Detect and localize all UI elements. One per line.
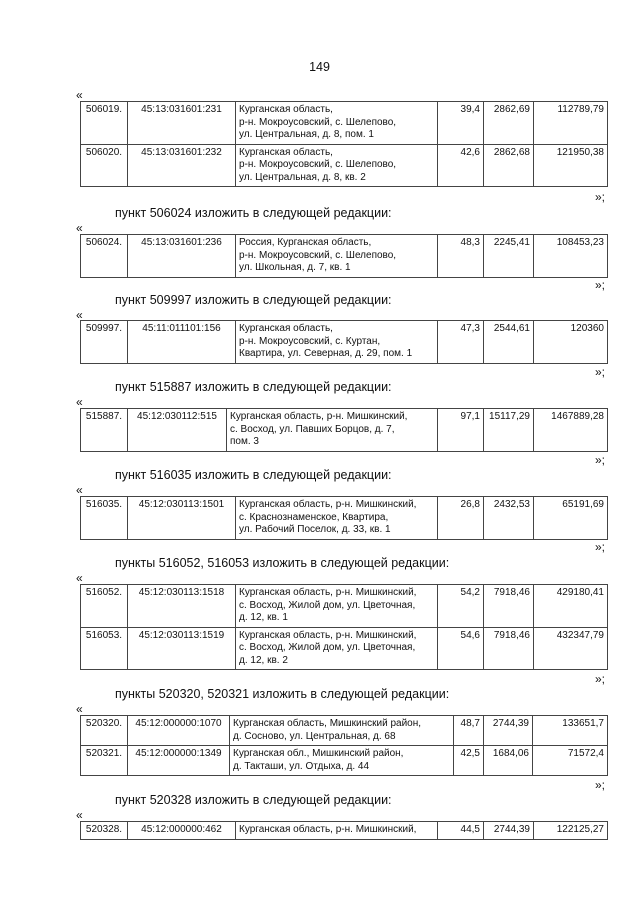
address bbox=[236, 822, 438, 840]
address-line: ул. Центральная, д. 8, кв. 2 bbox=[239, 171, 366, 183]
item-number: 516053. bbox=[81, 627, 128, 670]
address-line: р-н. Мокроусовский, с. Шелепово, bbox=[239, 249, 397, 261]
close-quote: »; bbox=[594, 540, 605, 554]
cadastral-number: 45:13:031601:232 bbox=[128, 144, 236, 187]
close-quote: »; bbox=[594, 672, 605, 686]
open-quote: « bbox=[76, 221, 83, 235]
unit-value: 15117,29 bbox=[484, 409, 534, 452]
table-row bbox=[81, 409, 608, 452]
address-line: с. Восход, Жилой дом, ул. Цветочная, bbox=[239, 599, 416, 611]
address bbox=[236, 627, 438, 670]
unit-value: 2245,41 bbox=[484, 235, 534, 278]
cadastral-number: 45:12:030113:1518 bbox=[128, 585, 236, 628]
area: 44,5 bbox=[438, 822, 484, 840]
area: 48,7 bbox=[454, 716, 484, 746]
address bbox=[236, 102, 438, 145]
area: 54,6 bbox=[438, 627, 484, 670]
address bbox=[227, 409, 438, 452]
cadastral-value: 71572,4 bbox=[533, 746, 608, 776]
area: 42,5 bbox=[454, 746, 484, 776]
area: 42,6 bbox=[438, 144, 484, 187]
address-line: р-н. Мокроусовский, с. Шелепово, bbox=[239, 159, 397, 170]
address bbox=[236, 585, 438, 628]
section-intro: пункт 509997 изложить в следующей редакции: bbox=[115, 293, 392, 307]
property-table bbox=[80, 101, 608, 187]
cadastral-value: 65191,69 bbox=[534, 497, 608, 540]
section-intro: пункты 520320, 520321 изложить в следующей редакции: bbox=[115, 687, 450, 701]
cadastral-value: 432347,79 bbox=[534, 627, 608, 670]
cadastral-number: 45:12:030112:515 bbox=[128, 409, 227, 452]
unit-value: 2544,61 bbox=[484, 321, 534, 364]
property-table bbox=[80, 584, 608, 670]
unit-value: 2744,39 bbox=[484, 822, 534, 840]
address-line: ул. Центральная, д. 8, пом. 1 bbox=[239, 129, 374, 140]
item-number: 516035. bbox=[81, 497, 128, 540]
address-line: ул. Школьная, д. 7, кв. 1 bbox=[239, 262, 351, 273]
address-line: Курганская область, bbox=[239, 104, 333, 115]
table-row bbox=[81, 627, 608, 670]
area: 54,2 bbox=[438, 585, 484, 628]
table-row bbox=[81, 144, 608, 187]
unit-value: 7918,46 bbox=[484, 627, 534, 670]
item-number: 506020. bbox=[81, 144, 128, 187]
property-table bbox=[80, 320, 608, 364]
open-quote: « bbox=[76, 808, 83, 822]
cadastral-number: 45:13:031601:231 bbox=[128, 102, 236, 145]
open-quote: « bbox=[76, 88, 83, 102]
table-row bbox=[81, 585, 608, 628]
cadastral-value: 108453,23 bbox=[534, 235, 608, 278]
open-quote: « bbox=[76, 483, 83, 497]
address-line: р-н. Мокроусовский, с. Шелепово, bbox=[239, 116, 397, 128]
close-quote: »; bbox=[594, 365, 605, 379]
area: 47,3 bbox=[438, 321, 484, 364]
cadastral-value: 120360 bbox=[534, 321, 608, 364]
address-line: Курганская область, р-н. Мишкинский, bbox=[230, 411, 408, 422]
address-line: д. 12, кв. 1 bbox=[239, 612, 288, 623]
address-line: Курганская область, Мишкинский район, bbox=[233, 718, 422, 729]
cadastral-number: 45:12:030113:1501 bbox=[128, 497, 236, 540]
cadastral-value: 122125,27 bbox=[534, 822, 608, 840]
property-table bbox=[80, 715, 608, 776]
table-row bbox=[81, 102, 608, 145]
address-line: Курганская область, bbox=[239, 146, 333, 158]
cadastral-number: 45:12:000000:1349 bbox=[128, 746, 230, 776]
item-number: 520328. bbox=[81, 822, 128, 840]
item-number: 515887. bbox=[81, 409, 128, 452]
property-table bbox=[80, 234, 608, 278]
table-row bbox=[81, 716, 608, 746]
close-quote: »; bbox=[594, 453, 605, 467]
address bbox=[236, 144, 438, 187]
section-intro: пункт 515887 изложить в следующей редакции: bbox=[115, 380, 392, 394]
area: 39,4 bbox=[438, 102, 484, 145]
section-intro: пункт 520328 изложить в следующей редакции: bbox=[115, 793, 392, 807]
cadastral-value: 1467889,28 bbox=[534, 409, 608, 452]
unit-value: 2744,39 bbox=[484, 716, 533, 746]
page-number: 149 bbox=[309, 60, 330, 74]
cadastral-number: 45:12:000000:462 bbox=[128, 822, 236, 840]
cadastral-number: 45:11:011101:156 bbox=[128, 321, 236, 364]
address-line: Курганская область, р-н. Мишкинский, bbox=[239, 499, 417, 510]
address-line: Россия, Курганская область, bbox=[239, 237, 372, 248]
cadastral-value: 429180,41 bbox=[534, 585, 608, 628]
address bbox=[236, 497, 438, 540]
property-table bbox=[80, 496, 608, 540]
item-number: 509997. bbox=[81, 321, 128, 364]
unit-value: 7918,46 bbox=[484, 585, 534, 628]
address bbox=[230, 716, 454, 746]
address-line: Квартира, ул. Северная, д. 29, пом. 1 bbox=[239, 348, 413, 359]
address-line: Курганская обл., Мишкинский район, bbox=[233, 748, 404, 759]
address-line: с. Краснознаменское, Квартира, bbox=[239, 511, 389, 523]
area: 48,3 bbox=[438, 235, 484, 278]
property-table bbox=[80, 821, 608, 840]
open-quote: « bbox=[76, 702, 83, 716]
item-number: 506024. bbox=[81, 235, 128, 278]
open-quote: « bbox=[76, 395, 83, 409]
address-line: пом. 3 bbox=[230, 436, 259, 447]
table-row bbox=[81, 497, 608, 540]
section-intro: пункты 516052, 516053 изложить в следующей редакции: bbox=[115, 556, 450, 570]
address-line: Курганская область, bbox=[239, 323, 333, 334]
property-table bbox=[80, 408, 608, 452]
table-row bbox=[81, 746, 608, 776]
item-number: 506019. bbox=[81, 102, 128, 145]
cadastral-number: 45:12:030113:1519 bbox=[128, 627, 236, 670]
cadastral-value: 121950,38 bbox=[534, 144, 608, 187]
area: 97,1 bbox=[438, 409, 484, 452]
close-quote: »; bbox=[594, 190, 605, 204]
close-quote: »; bbox=[594, 778, 605, 792]
address-line: Курганская область, р-н. Мишкинский, bbox=[239, 587, 417, 598]
section-intro: пункт 506024 изложить в следующей редакции: bbox=[115, 206, 392, 220]
area: 26,8 bbox=[438, 497, 484, 540]
unit-value: 2862,68 bbox=[484, 144, 534, 187]
cadastral-number: 45:13:031601:236 bbox=[128, 235, 236, 278]
address bbox=[236, 235, 438, 278]
address-line: д. 12, кв. 2 bbox=[239, 654, 288, 666]
address-line: Курганская область, р-н. Мишкинский, bbox=[239, 824, 417, 835]
address bbox=[230, 746, 454, 776]
close-quote: »; bbox=[594, 278, 605, 292]
address-line: Курганская область, р-н. Мишкинский, bbox=[239, 629, 417, 641]
address-line: д. Сосново, ул. Центральная, д. 68 bbox=[233, 730, 396, 742]
section-intro: пункт 516035 изложить в следующей редакции: bbox=[115, 468, 392, 482]
item-number: 520320. bbox=[81, 716, 128, 746]
address-line: р-н. Мокроусовский, с. Куртан, bbox=[239, 335, 381, 347]
open-quote: « bbox=[76, 308, 83, 322]
item-number: 520321. bbox=[81, 746, 128, 776]
cadastral-value: 112789,79 bbox=[534, 102, 608, 145]
table-row bbox=[81, 822, 608, 840]
table-row bbox=[81, 235, 608, 278]
unit-value: 2862,69 bbox=[484, 102, 534, 145]
unit-value: 1684,06 bbox=[484, 746, 533, 776]
table-row bbox=[81, 321, 608, 364]
cadastral-value: 133651,7 bbox=[533, 716, 608, 746]
address-line: с. Восход, ул. Павших Борцов, д. 7, bbox=[230, 423, 395, 435]
address-line: ул. Рабочий Поселок, д. 33, кв. 1 bbox=[239, 524, 391, 535]
unit-value: 2432,53 bbox=[484, 497, 534, 540]
open-quote: « bbox=[76, 571, 83, 585]
address bbox=[236, 321, 438, 364]
cadastral-number: 45:12:000000:1070 bbox=[128, 716, 230, 746]
address-line: с. Восход, Жилой дом, ул. Цветочная, bbox=[239, 642, 416, 653]
item-number: 516052. bbox=[81, 585, 128, 628]
address-line: д. Такташи, ул. Отдыха, д. 44 bbox=[233, 760, 370, 772]
